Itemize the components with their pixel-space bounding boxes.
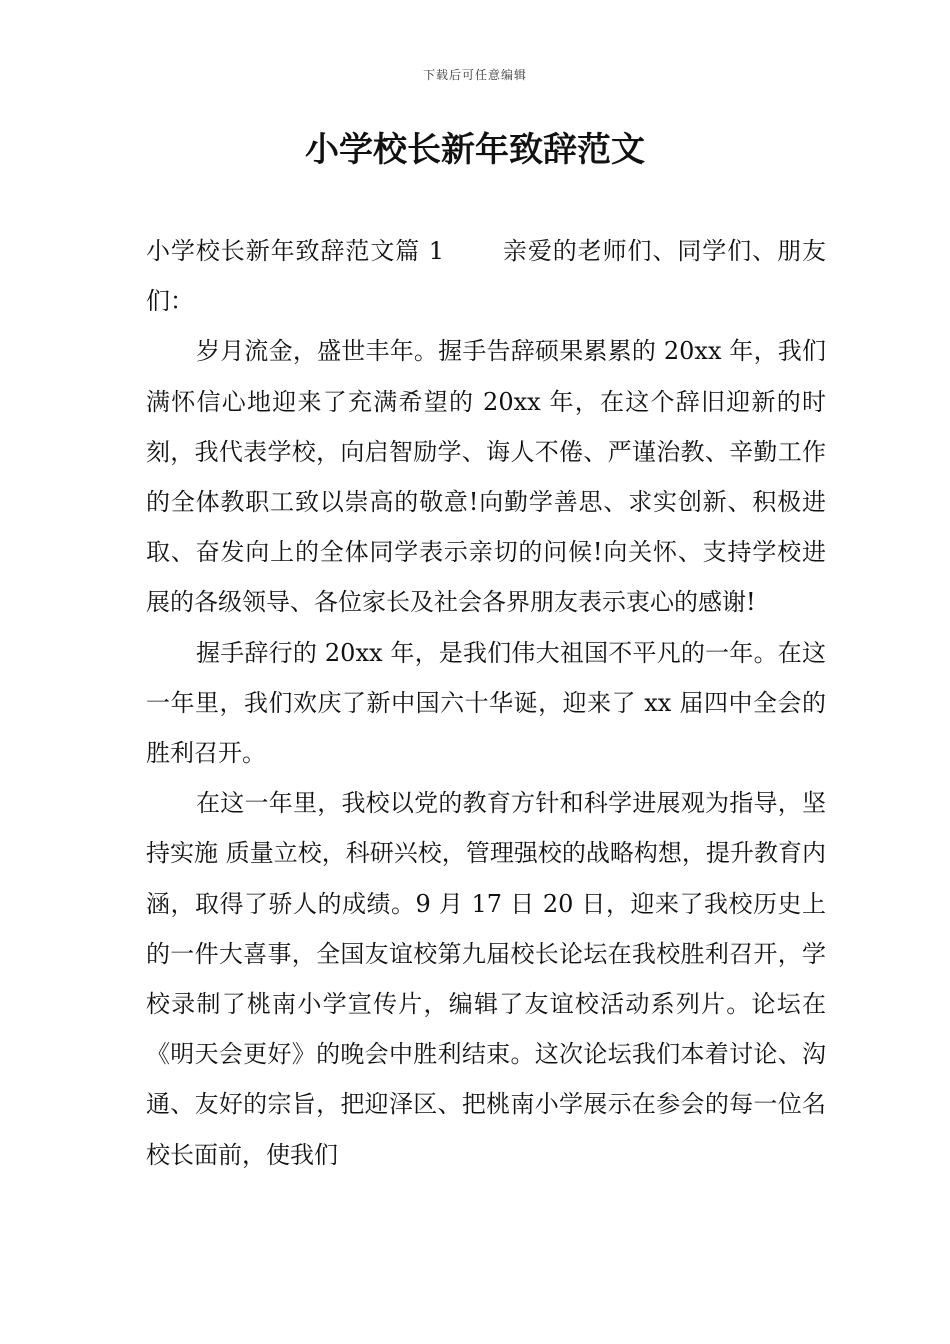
- document-title: 小学校长新年致辞范文: [305, 130, 645, 170]
- header-note: 下载后可任意编辑: [422, 68, 527, 82]
- paragraph: 岁月流金，盛世丰年。握手告辞硕果累累的 20xx 年，我们满怀信心地迎来了充满希望的 20xx 年，在这个辞旧迎新的时刻，我代表学校，向启智励学、诲人不倦、严谨治教、辛勤工作的全体教职工致以崇高的敬意!向勤学善思、求实创新、积极进取、奋发向上的全体同学表示亲切的问候!向关怀、支持学校进展的各级领导、各位家长及社会各界朋友表示衷心的感谢!: [146, 337, 826, 617]
- document-body: [146, 226, 826, 1180]
- opening-paragraph: [146, 226, 826, 326]
- section-label: 小学校长新年致辞范文篇 1: [146, 237, 444, 265]
- salutation: 亲爱的老师们、同学们、朋友们：: [146, 237, 826, 316]
- paragraph: 在这一年里，我校以党的教育方针和科学进展观为指导，坚持实施 质量立校，科研兴校，管理强校的战略构想，提升教育内涵，取得了骄人的成绩。9 月 17 日 20 日，迎来了我校历史上的一件大喜事，全国友谊校第九届校长论坛在我校胜利召开，学校录制了桃南小学宣传片，编辑了友谊校活动系列片。论坛在《明天会更好》的晚会中胜利结束。这次论坛我们本着讨论、沟通、友好的宗旨，把迎泽区、把桃南小学展示在参会的每一位名校长面前，使我们: [146, 789, 826, 1169]
- paragraph: 握手辞行的 20xx 年，是我们伟大祖国不平凡的一年。在这一年里，我们欢庆了新中国六十华诞，迎来了 xx 届四中全会的胜利召开。: [146, 638, 826, 768]
